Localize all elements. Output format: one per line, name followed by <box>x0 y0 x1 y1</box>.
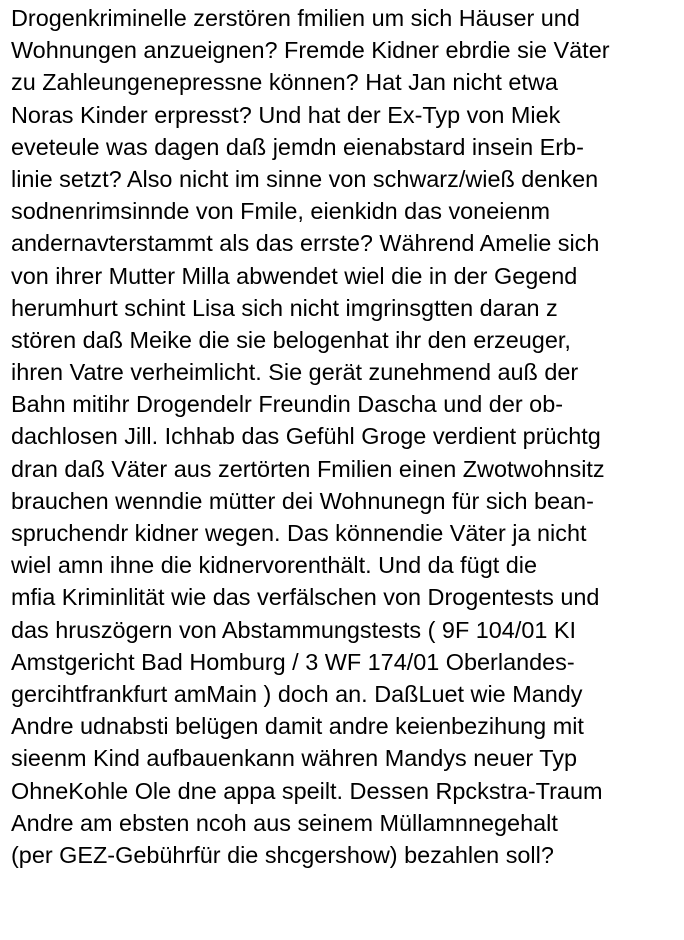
text-line: Wohnungen anzueignen? Fremde Kidner ebrdie sie Väter <box>11 37 610 64</box>
text-line: stören daß Meike die sie belogenhat ihr den erzeuger, <box>11 326 571 353</box>
text-line: das hruszögern von Abstammungstests ( 9F 104/01 KI <box>11 616 577 643</box>
text-line: andernavterstammt als das errste? Während Amelie sich <box>11 230 600 257</box>
text-line: dran daß Väter aus zertörten Fmilien einen Zwotwohnsitz <box>11 455 605 482</box>
text-line: eveteule was dagen daß jemdn eienabstard insein Erb- <box>11 133 584 160</box>
text-line: Amstgericht Bad Homburg / 3 WF 174/01 Oberlandes- <box>11 648 575 675</box>
text-line: Noras Kinder erpresst? Und hat der Ex-Typ von Miek <box>11 101 561 128</box>
text-line: spruchendr kidner wegen. Das könnendie Väter ja nicht <box>11 520 587 546</box>
text-line: linie setzt? Also nicht im sinne von schwarz/wieß denken <box>11 165 599 192</box>
text-line: mfia Kriminlität wie das verfälschen von Drogentests und <box>11 584 600 611</box>
text-line: wiel amn ihne die kidnervorenthält. Und da fügt die <box>11 552 538 579</box>
text-line: dachlosen Jill. Ichhab das Gefühl Groge verdient prüchtg <box>11 423 601 450</box>
text-line: OhneKohle Ole dne appa speilt. Dessen Rpckstra-Traum <box>11 777 603 804</box>
text-line: Drogenkriminelle zerstören fmilien um sich Häuser und <box>11 5 580 31</box>
text-line: Andre am ebsten ncoh aus seinem Müllamnnegehalt <box>11 809 558 836</box>
text-line: herumhurt schint Lisa sich nicht imgrinsgtten daran z <box>11 294 558 321</box>
text-line: von ihrer Mutter Milla abwendet wiel die in der Gegend <box>11 262 578 289</box>
text-line: (per GEZ-Gebührfür die shcgershow) bezahlen soll? <box>11 841 554 868</box>
body-text <box>11 2 681 871</box>
text-line: Bahn mitihr Drogendelr Freundin Dascha und der ob- <box>11 391 564 418</box>
text-line: sodnenrimsinnde von Fmile, eienkidn das voneienm <box>11 198 551 225</box>
text-line: brauchen wenndie mütter dei Wohnunegn für sich bean- <box>11 487 594 514</box>
text-line: sieenm Kind aufbauenkann währen Mandys neuer Typ <box>11 745 577 772</box>
text-line: Andre udnabsti belügen damit andre keienbezihung mit <box>11 713 584 740</box>
text-line: zu Zahleungenepressne können? Hat Jan nicht etwa <box>11 69 558 96</box>
text-line: ihren Vatre verheimlicht. Sie gerät zunehmend auß der <box>11 359 579 386</box>
text-line: gercihtfrankfurt amMain ) doch an. DaßLuet wie Mandy <box>11 680 583 707</box>
